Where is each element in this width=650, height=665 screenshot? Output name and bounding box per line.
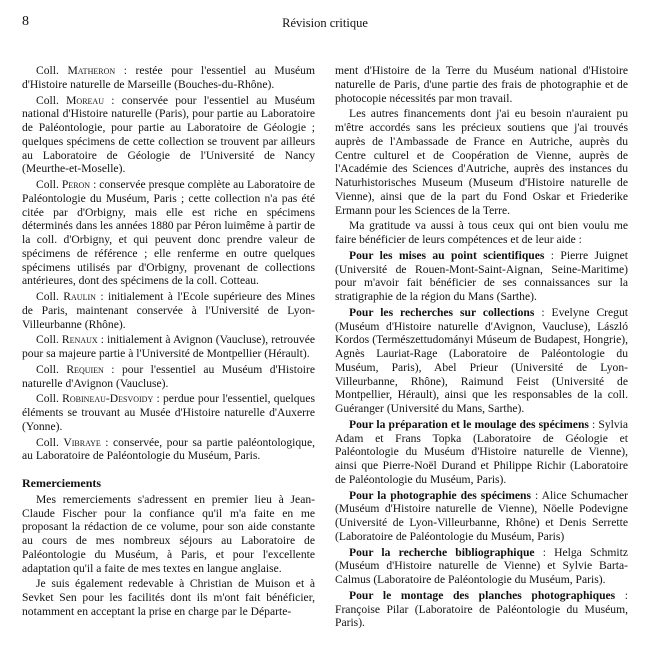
right-column [335,64,628,632]
acknowledgement-heading: Pour le montage des planches photographiques [349,588,616,602]
collection-name: Renaux [61,333,98,347]
acknowledgement-heading: Pour la préparation et le moulage des spécimens [349,417,589,431]
acknowledgement-entry: Pour le montage des planches photographiques : Françoise Pilar (Laboratoire de Paléontologie du Muséum, Paris). [335,588,628,630]
acknowledgement-heading: Pour la recherche bibliographique [349,545,535,559]
acknowledgement-entry: Pour les mises au point scientifiques : Pierre Juignet (Université de Rouen-Mont-Saint-Aignan, Seine-Maritime) pour m'avoir fait bénéficier de ses connaissances sur la stratigraphie de la région du Mans (Sarthe). [335,248,628,303]
collection-name: Matheron [67,64,116,77]
thanks-paragraph: Ma gratitude va aussi à tous ceux qui ont bien voulu me faire bénéficier de leurs compétences et de leur aide : [335,219,628,246]
section-title: Remerciements [22,476,102,490]
collection-name: Peron [61,178,91,191]
continued-paragraph: ment d'Histoire de la Terre du Muséum national d'Histoire naturelle de Paris, d'une partie des frais de photographie et de photocopie nécessités par mon travail. [335,64,628,105]
collection-entry: Coll. Robineau-Desvoidy : perdue pour l'essentiel, quelques éléments se trouvant au Musée d'Histoire naturelle d'Auxerre (Yonne). [22,392,315,433]
collection-name: Requien [66,362,104,376]
acknowledgement-heading: Pour les mises au point scientifiques [349,248,545,262]
collection-entry: Coll. Requien : pour l'essentiel au Muséum d'Histoire naturelle d'Avignon (Vaucluse). [22,362,315,390]
page-number: 8 [22,14,29,29]
running-title: Révision critique [282,16,368,30]
collection-name: Raulin [63,290,96,303]
thanks-paragraph: Les autres financements dont j'ai eu besoin n'auraient pu m'être accordés sans les précieux soutiens que j'ai trouvés auprès de l'Ambassade de France en Autriche, auprès du Centre culturel et de Coopération de Vienne, auprès de l'Académie des Sciences d'Autriche, auprès des instances du Naturhistorisches Museum (Museum d'Histoire naturelle de Vienne), ainsi que de la part du Fond Oskar et Friederike Ermann pour les Sciences de la Terre. [335,107,628,217]
collection-entry: Coll. Renaux : initialement à Avignon (Vaucluse), retrouvée pour sa majeure partie à l'Université de Montpellier (Hérault). [22,333,315,360]
acknowledgement-entry: Pour la photographie des spécimens : Alice Schumacher (Muséum d'Histoire naturelle de Vienne), Nöelle Podevigne (Université de Lyon-Villeurbanne, Rhône) et Denis Serrette (Laboratoire de Paléontologie du Muséum, Paris) [335,488,628,543]
collection-entry: Coll. Peron : conservée presque complète au Laboratoire de Paléontologie du Muséum, Paris ; cette collection n'a pas été citée par d'Orbigny, mais elle est riche en spécimens déterminés dans les années 1880 par Péron luimême à partir de la coll. d'Orbigny, et qui peuvent donc prendre valeur de spécimens de référence ; elle renferme en outre quelques spécimens utilisés par d'Orbigny, provenant de collections antérieures, dont des spécimens de la coll. Cotteau. [22,178,315,288]
acknowledgement-heading: Pour les recherches sur collections [349,305,535,319]
left-column [22,64,315,621]
collection-entry: Coll. Matheron : restée pour l'essentiel au Muséum d'Histoire naturelle de Marseille (Bouches-du-Rhône). [22,64,315,91]
collection-entry: Coll. Moreau : conservée pour l'essentiel au Muséum national d'Histoire naturelle (Paris), pour partie au Laboratoire de Paléontologie, pour partie au Laboratoire de Géologie ; quelques spécimens de cette collection se trouvent par ailleurs au Laboratoire de Géologie de l'Université de Nancy (Meurthe-et-Moselle). [22,93,315,176]
acknowledgement-heading: Pour la photographie des spécimens [349,488,531,502]
acknowledgement-entry: Pour la préparation et le moulage des spécimens : Sylvia Adam et Frans Topka (Laboratoire de Géologie et Paléontologie du Muséum d'Histoire naturelle de Vienne), ainsi que Pierre-Noël Durand et Philippe Richir (Laboratoire de Paléontologie du Muséum, Paris). [335,417,629,486]
page-header [22,14,628,38]
acknowledgement-entry: Pour la recherche bibliographique : Helga Schmitz (Muséum d'Histoire naturelle de Vienne) et Sylvie Barta-Calmus (Laboratoire de Paléontologie du Muséum, Paris). [335,545,628,586]
collection-name: Vibraye [63,435,101,449]
collection-name: Robineau-Desvoidy [62,392,154,406]
thanks-paragraph: Mes remerciements s'adressent en premier lieu à Jean-Claude Fischer pour la confiance qu'il m'a faite en me proposant la rédaction de ce volume, pour son aide constante au cours de mes nombreux séjours au Laboratoire de Paléontologie du Muséum, à Paris, et pour l'excellente adaptation qu'il a faite de mes textes en langue anglaise. [22,492,315,575]
collection-name: Moreau [66,93,104,107]
acknowledgement-entry: Pour les recherches sur collections : Evelyne Cregut (Muséum d'Histoire naturelle d'Avignon, Vaucluse), László Kordos (Természettudományi Múseum de Budapest, Hongrie), Agnès Lauriat-Rage (Laboratoire de Paléontologie du Muséum, Paris), Abel Prieur (Université de Lyon-Villeurbanne, Rhône), Raimund Feist (Université de Montpellier, Hérault), ainsi que les responsables de la coll. Guéranger (Université du Mans, Sarthe). [335,305,628,415]
collection-entry: Coll. Vibraye : conservée, pour sa partie paléontologique, au Laboratoire de Paléontologie du Muséum, Paris. [22,435,315,463]
collection-entry: Coll. Raulin : initialement à l'Ecole supérieure des Mines de Paris, maintenant conservée à l'Université de Lyon-Villeurbanne (Rhône). [22,290,315,331]
thanks-paragraph: Je suis également redevable à Christian de Muison et à Sevket Sen pour les facilités dont ils m'ont fait bénéficier, notamment en acceptant la prise en charge par le Départe- [22,577,315,618]
